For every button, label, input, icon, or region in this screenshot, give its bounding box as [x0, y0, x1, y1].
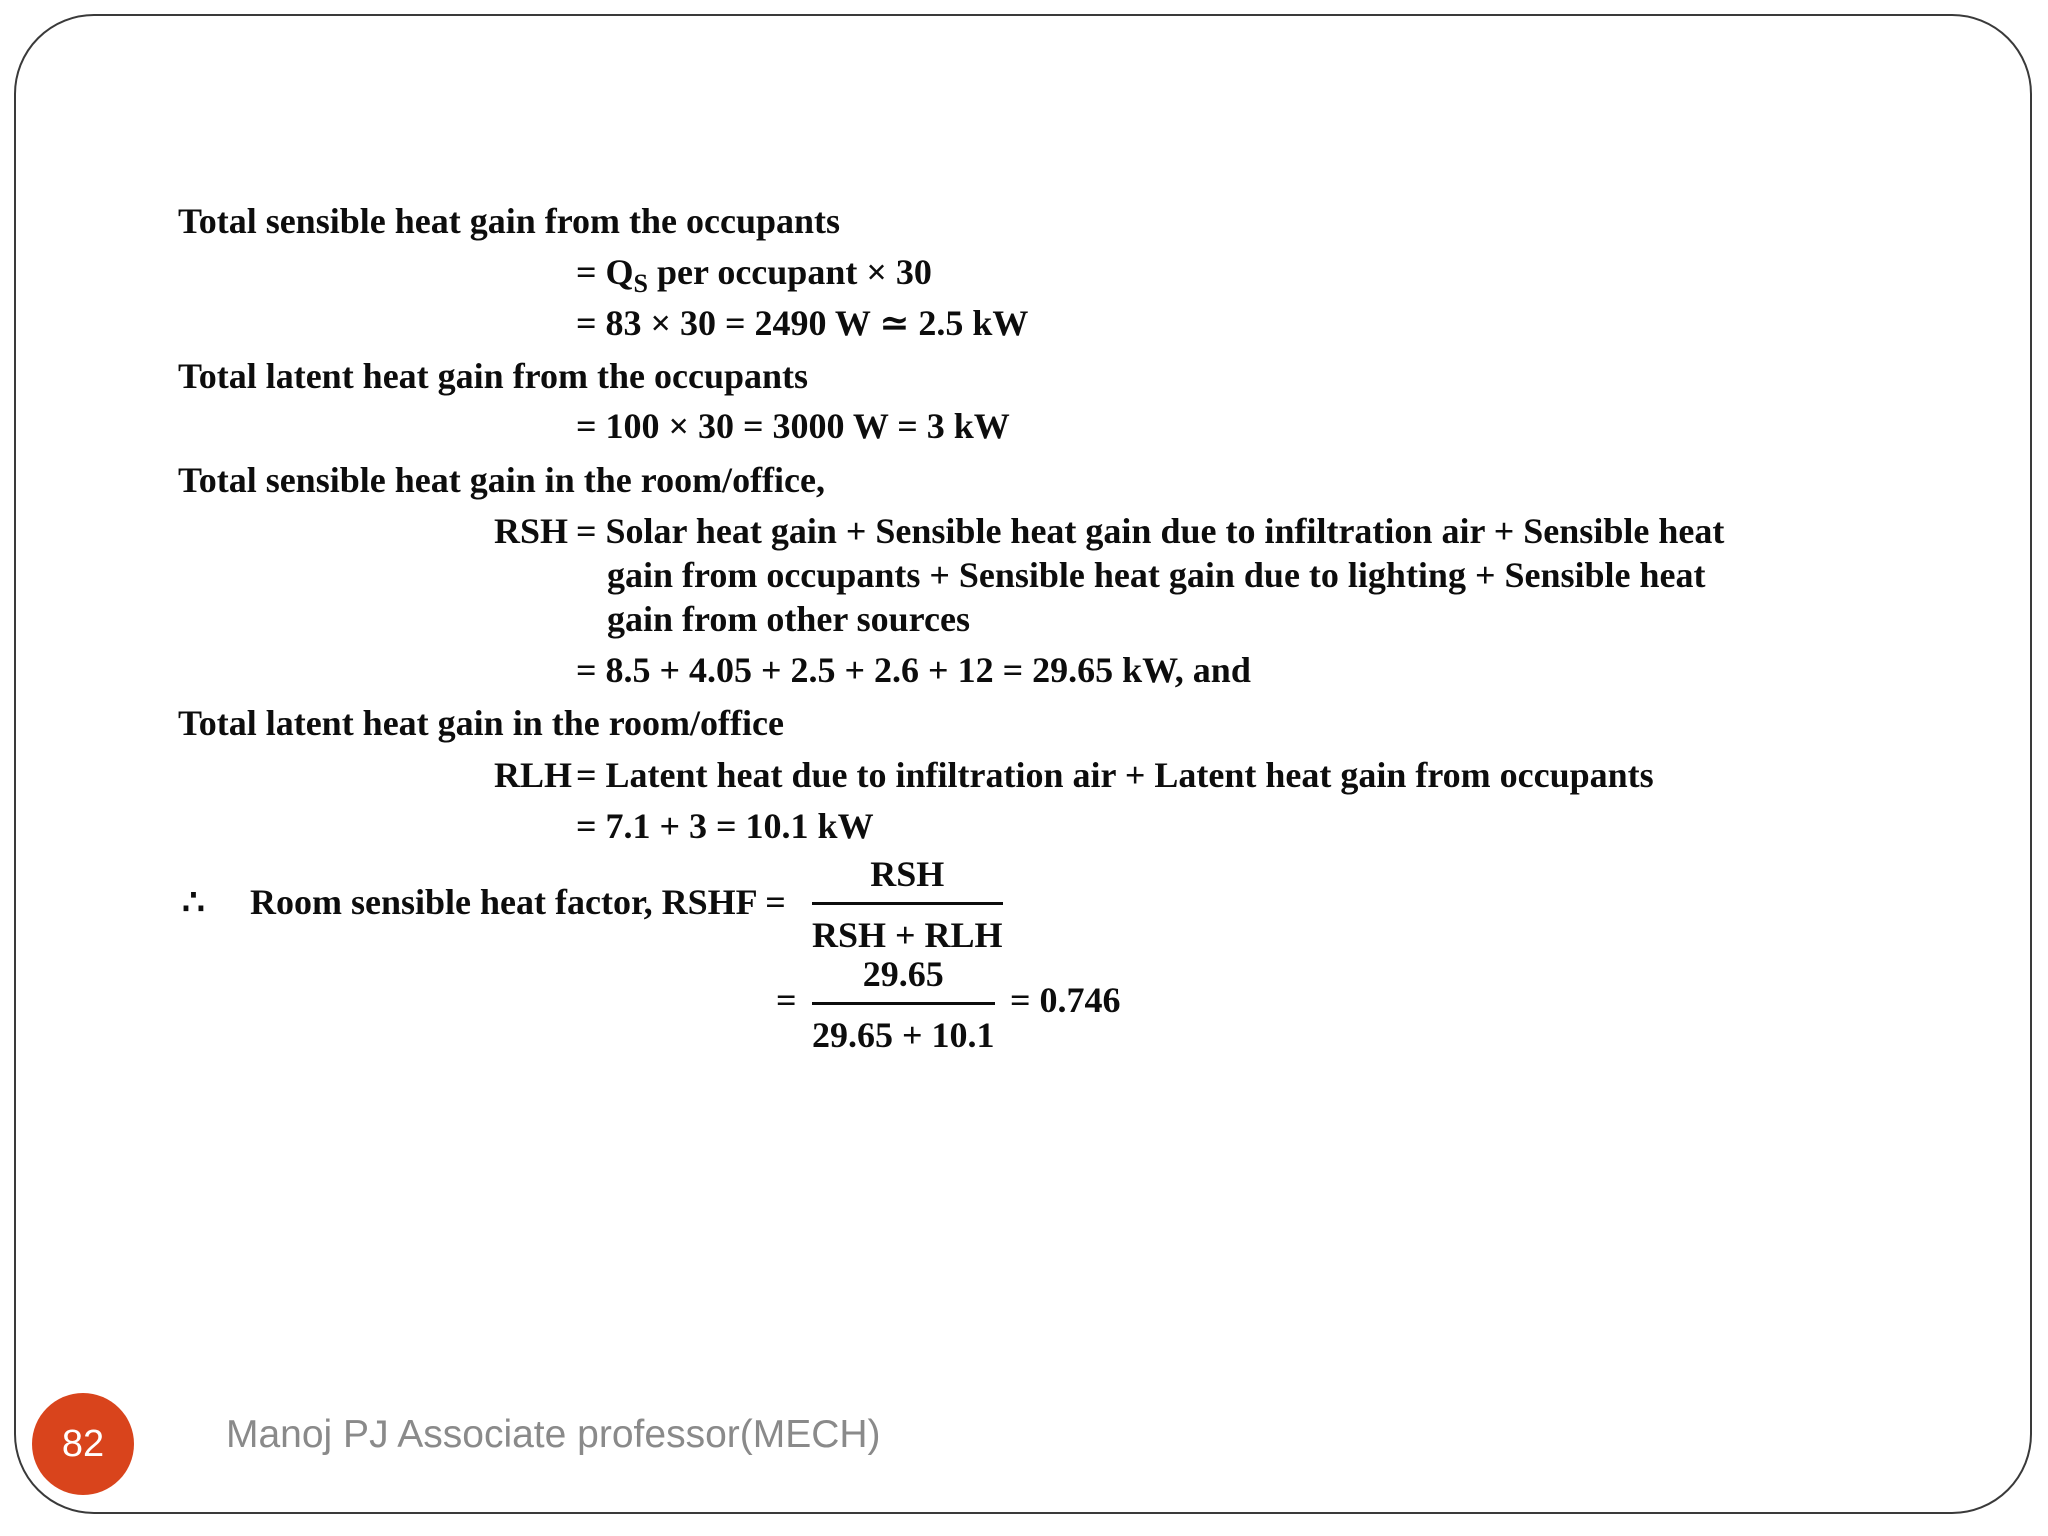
- therefore-symbol: ∴: [182, 882, 205, 922]
- rshf-value-fraction: [812, 956, 995, 1053]
- rshf-label: Room sensible heat factor, RSHF =: [250, 882, 786, 922]
- rlh-equation: = Latent heat due to infiltration air + Latent heat gain from occupants: [576, 755, 1654, 795]
- rshf-value-denominator: 29.65 + 10.1: [812, 1015, 995, 1055]
- rsh-equation-line-3: gain from other sources: [607, 599, 970, 639]
- page-number-badge: 82: [32, 1393, 134, 1495]
- latent-occupants-result: = 100 × 30 = 3000 W = 3 kW: [576, 406, 1010, 446]
- rshf-fraction: [812, 856, 1003, 953]
- rshf-value-numerator: 29.65: [862, 954, 944, 994]
- qs-prefix: = Q: [576, 252, 634, 292]
- rshf-value-fraction-bar: [812, 1002, 995, 1005]
- qs-subscript: S: [633, 269, 648, 298]
- footer-author: Manoj PJ Associate professor(MECH): [226, 1413, 881, 1456]
- rshf-fraction-bar: [812, 902, 1003, 905]
- rsh-equation-line-2: gain from occupants + Sensible heat gain due to lighting + Sensible heat: [607, 555, 1706, 595]
- rshf-numerator: RSH: [870, 854, 945, 894]
- rlh-result: = 7.1 + 3 = 10.1 kW: [576, 806, 874, 846]
- rsh-result: = 8.5 + 4.05 + 2.5 + 2.6 + 12 = 29.65 kW, and: [576, 650, 1251, 690]
- room-sensible-heading: Total sensible heat gain in the room/office,: [178, 460, 825, 500]
- rsh-label: RSH: [494, 511, 569, 551]
- rsh-equation-line-1: = Solar heat gain + Sensible heat gain due to infiltration air + Sensible heat: [576, 511, 1725, 551]
- sensible-occupants-heading: Total sensible heat gain from the occupants: [178, 201, 841, 241]
- rshf-value-equals: =: [776, 980, 797, 1020]
- qs-suffix: per occupant × 30: [647, 252, 932, 292]
- rshf-result: = 0.746: [1010, 980, 1121, 1020]
- sensible-occupants-result: = 83 × 30 = 2490 W ≃ 2.5 kW: [576, 303, 1029, 343]
- rlh-label: RLH: [494, 755, 573, 795]
- latent-occupants-heading: Total latent heat gain from the occupants: [178, 356, 808, 396]
- rshf-denominator: RSH + RLH: [812, 915, 1003, 955]
- qs-formula-line: [576, 252, 932, 298]
- room-latent-heading: Total latent heat gain in the room/office: [178, 703, 784, 743]
